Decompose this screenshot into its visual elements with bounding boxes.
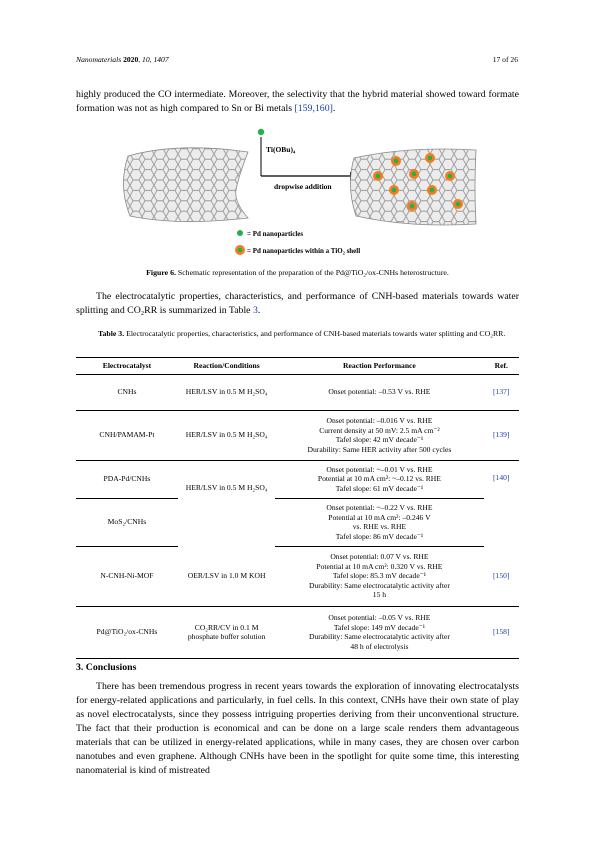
table-header-row [76, 358, 519, 375]
cell-catalyst: CNH/PAMAM-Pt [76, 410, 178, 460]
cell-performance: Onset potential: 0.07 V vs. RHE Potential at 10 mA cm²: 0.320 V vs. RHE Tafel slope: 85.3 mV decade⁻¹ Durability: Same electrocatalytic activity after 15 h [275, 546, 483, 606]
col-header-conditions: Reaction/Conditions [178, 358, 275, 375]
paragraph-continuation: highly produced the CO intermediate. Moreover, the selectivity that the hybrid material showed toward formate formation was not as high compared to Sn or Bi metals [159,160]. [76, 89, 519, 114]
paragraph-table-intro: The electrocatalytic properties, characteristics, and performance of CNH-based materials towards water splitting and CO₂RR is summarized in Table 3. [76, 291, 519, 316]
cell-ref-link[interactable]: [137] [484, 374, 519, 410]
cell-catalyst: MoS₂/CNHs [76, 498, 178, 546]
table-row [76, 546, 519, 606]
legend-pd-label: = Pd nanoparticles [247, 230, 304, 238]
conclusions-paragraph: There has been tremendous progress in recent years towards the exploration of innovating electrocatalysts for energy-related applications and particularly, in fuel cells. In this context, CNHs have their own state of play as novel electrocatalysts, since they possess intriguing properties deriving from their unconventional structure. The fact that their production is economical and can be done on a large scale renders them advantageous materials that can be utilized in energy-related applications, while in many cases, they are chosen over carbon nanotubes and even graphene. Although CNHs have been in the spotlight for quite some time, this interesting nanomaterial is kind of mistreated [76, 681, 519, 776]
legend-shell-label: = Pd nanoparticles within a TiO₂ shell [247, 247, 361, 255]
cell-conditions: HER/LSV in 0.5 M H₂SO₄ [178, 410, 275, 460]
left-nanohorn-tube [123, 148, 248, 222]
citation-link[interactable]: [159,160] [294, 103, 333, 114]
cell-performance: Onset potential: ~–0.22 V vs. RHE Potential at 10 mA cm²: –0.246 V vs. RHE vs. RHE Tafel slope: 86 mV decade⁻¹ [275, 498, 483, 546]
table-row [76, 374, 519, 410]
cell-ref-link[interactable]: [139] [484, 410, 519, 460]
right-nanohorn-tube [350, 149, 476, 225]
reagent-label: Ti(OBu)₄ [266, 145, 296, 154]
cell-catalyst: PDA-Pd/CNHs [76, 460, 178, 498]
cell-ref-link[interactable]: [150] [484, 546, 519, 606]
cell-performance: Onset potential: –0.05 V vs. RHE Tafel slope: 149 mV decade⁻¹ Durability: Same electrocatalytic activity after 48 h of electrolysis [275, 606, 483, 658]
pd-dot-icon [258, 129, 264, 135]
cell-catalyst: N-CNH-Ni-MOF [76, 546, 178, 606]
pd-legend-icon [237, 230, 243, 236]
cell-performance: Onset potential: ~–0.01 V vs. RHE Potential at 10 mA cm²: ~–0.12 vs. RHE Tafel slope: 61 mV decade⁻¹ [275, 460, 483, 498]
cell-catalyst: CNHs [76, 374, 178, 410]
table-row [76, 498, 519, 546]
cell-conditions: HER/LSV in 0.5 M H₂SO₄ [185, 482, 268, 492]
table-row [76, 410, 519, 460]
step-label: dropwise addition [274, 182, 332, 191]
table-3 [76, 357, 519, 659]
table-ref-link[interactable]: 3 [252, 305, 258, 316]
table-row [76, 606, 519, 658]
cell-ref-link[interactable]: [158] [484, 606, 519, 658]
col-header-ref: Ref. [484, 358, 519, 375]
figure-caption: Figure 6. Schematic representation of the preparation of the Pd@TiO₂/ox-CNHs heterostructure. [146, 268, 449, 277]
cell-performance: Onset potential: –0.53 V vs. RHE [275, 374, 483, 410]
cell-catalyst: Pd@TiO₂/ox-CNHs [76, 606, 178, 658]
page-number: 17 of 26 [492, 55, 518, 64]
table-caption: Table 3. Electrocatalytic properties, characteristics, and performance of CNH-based materials towards water splitting and CO₂RR. [98, 329, 506, 338]
cell-performance: Onset potential: –0.016 V vs. RHE Current density at 50 mV: 2.5 mA cm⁻² Tafel slope: 42 mV decade⁻¹ Durability: Same HER activity after 500 cycles [275, 410, 483, 460]
cell-conditions: OER/LSV in 1.0 M KOH [178, 546, 275, 606]
section-heading: 3. Conclusions [76, 662, 137, 673]
col-header-catalyst: Electrocatalyst [76, 358, 178, 375]
figure-6-schematic [118, 128, 478, 264]
cell-conditions: HER/LSV in 0.5 M H₂SO₄ [178, 374, 275, 410]
running-header [76, 55, 518, 64]
col-header-performance: Reaction Performance [275, 358, 483, 375]
journal-citation: Nanomaterials 2020, 10, 1407 [76, 55, 169, 64]
table-row [76, 460, 519, 498]
cell-conditions: CO₂RR/CV in 0.1 M phosphate buffer solution [178, 606, 275, 658]
figure-legend [235, 230, 360, 255]
cell-ref-link[interactable]: [140] [493, 472, 510, 482]
